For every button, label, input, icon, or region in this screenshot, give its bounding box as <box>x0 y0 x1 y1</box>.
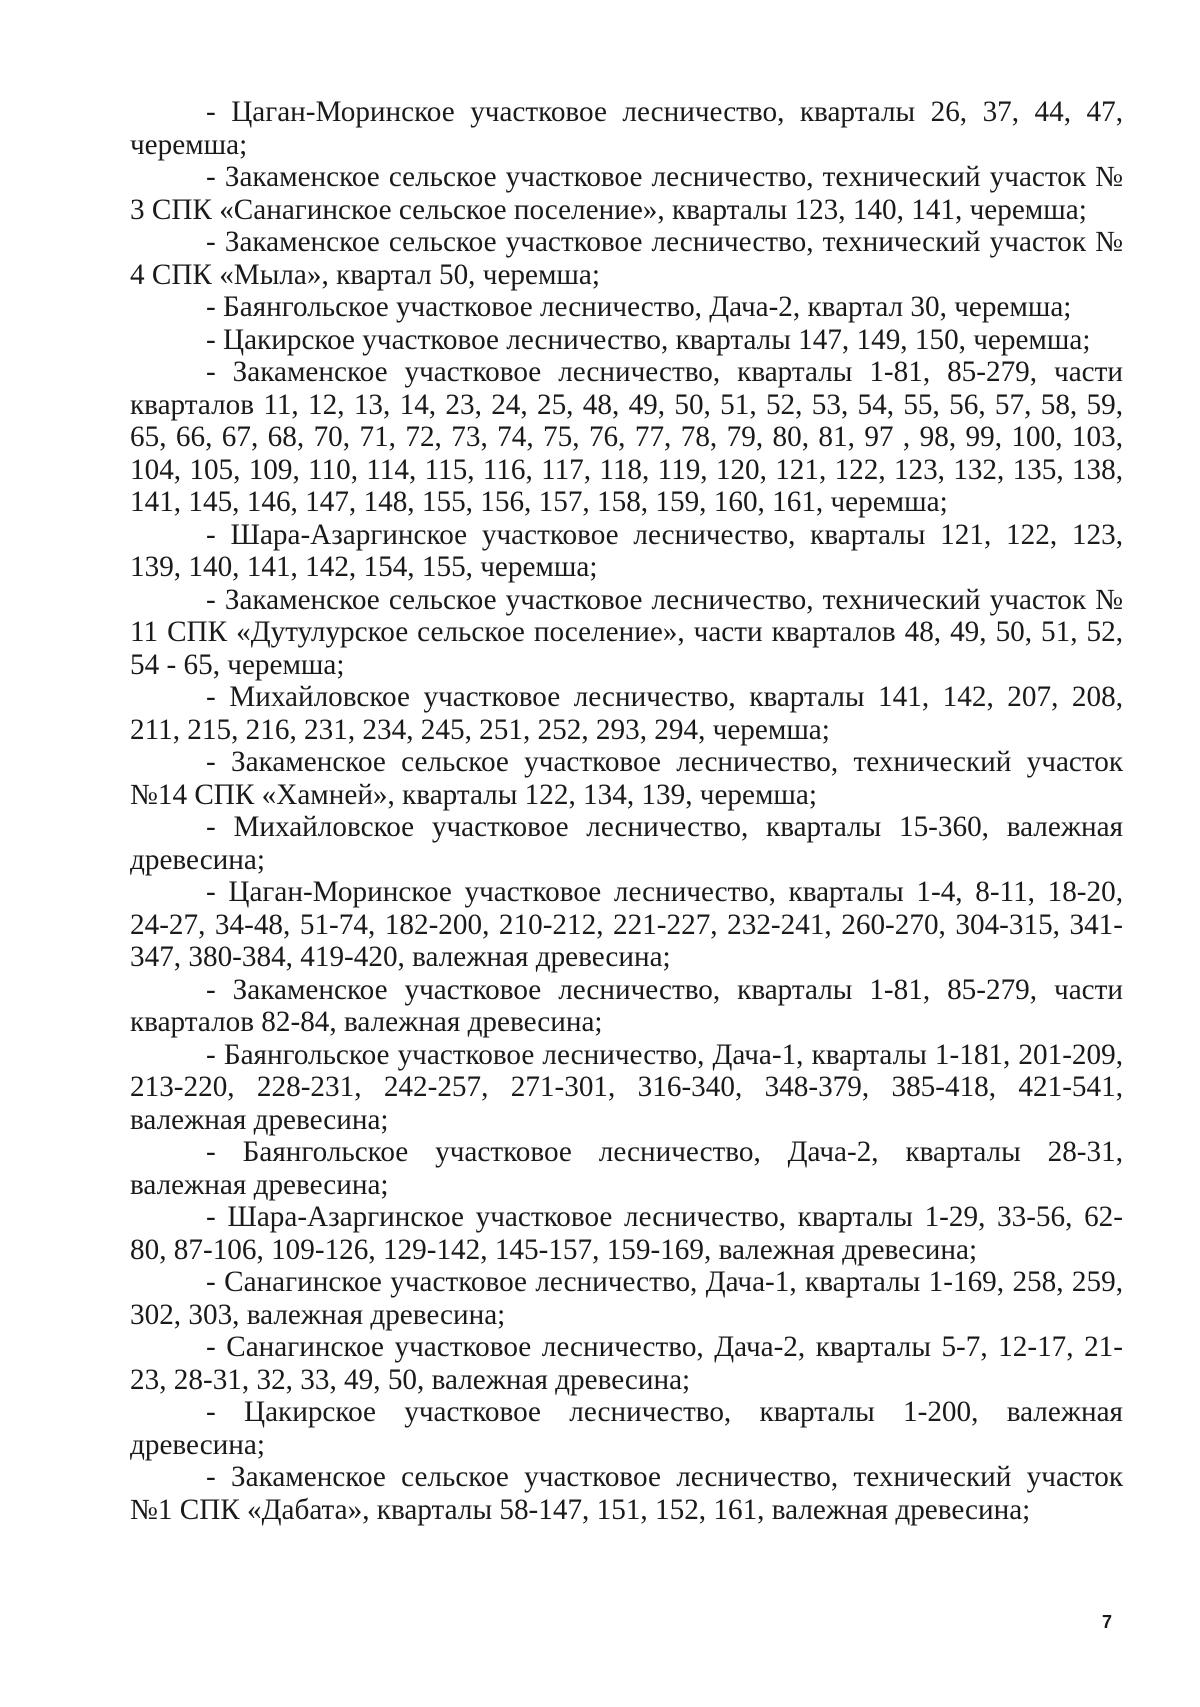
list-item: - Цаган-Моринское участковое лесничество, кварталы 26, 37, 44, 47, черемша; <box>130 96 1123 161</box>
list-item: - Шара-Азаргинское участковое лесничество, кварталы 121, 122, 123, 139, 140, 141, 142, 154, 155, черемша; <box>130 518 1123 583</box>
list-item: - Закаменское сельское участковое лесничество, технический участок № 3 СПК «Санагинское сельское поселение», кварталы 123, 140, 141, черемша; <box>130 161 1123 226</box>
list-item: - Закаменское сельское участковое лесничество, технический участок №1 СПК «Дабата», кварталы 58-147, 151, 152, 161, валежная древесина; <box>130 1461 1123 1526</box>
list-item: - Баянгольское участковое лесничество, Дача-2, кварталы 28-31, валежная древесина; <box>130 1136 1123 1201</box>
list-item: - Закаменское сельское участковое лесничество, технический участок № 11 СПК «Дутулурское сельское поселение», части кварталов 48, 49, 50, 51, 52, 54 - 65, черемша; <box>130 583 1123 681</box>
list-item: - Баянгольское участковое лесничество, Дача-2, квартал 30, черемша; <box>206 291 1072 323</box>
list-item: - Баянгольское участковое лесничество, Дача-1, кварталы 1-181, 201-209, 213-220, 228-231, 242-257, 271-301, 316-340, 348-379, 385-418, 421-541, валежная древесина; <box>130 1038 1123 1136</box>
list-item: - Закаменское участковое лесничество, кварталы 1-81, 85-279, части кварталов 11, 12, 13, 14, 23, 24, 25, 48, 49, 50, 51, 52, 53, 54, 55, 56, 57, 58, 59, 65, 66, 67, 68, 70, 71, 72, 73, 74, 75, 76, 77, 78, 79, 80, 81, 97 , 98, 99, 100, 103, 104, 105, 109, 110, 114, 115, 116, 117, 118, 119, 120, 121, 122, 123, 132, 135, 138, 141, 145, 146, 147, 148, 155, 156, 157, 158, 159, 160, 161, черемша; <box>130 356 1123 518</box>
list-item: - Санагинское участковое лесничество, Дача-2, кварталы 5-7, 12-17, 21-23, 28-31, 32, 33, 49, 50, валежная древесина; <box>130 1331 1123 1396</box>
list-item: - Цакирское участковое лесничество, кварталы 1-200, валежная древесина; <box>130 1396 1123 1461</box>
page-number: 7 <box>1102 1612 1113 1632</box>
body-text <box>130 96 1123 1526</box>
list-item: - Шара-Азаргинское участковое лесничество, кварталы 1-29, 33-56, 62-80, 87-106, 109-126, 129-142, 145-157, 159-169, валежная древесина; <box>130 1201 1123 1266</box>
list-item: - Цаган-Моринское участковое лесничество, кварталы 1-4, 8-11, 18-20, 24-27, 34-48, 51-74, 182-200, 210-212, 221-227, 232-241, 260-270, 304-315, 341-347, 380-384, 419-420, валежная древесина; <box>130 876 1123 973</box>
list-item: - Санагинское участковое лесничество, Дача-1, кварталы 1-169, 258, 259, 302, 303, валежная древесина; <box>130 1266 1123 1331</box>
list-item: - Михайловское участковое лесничество, кварталы 141, 142, 207, 208, 211, 215, 216, 231, 234, 245, 251, 252, 293, 294, черемша; <box>130 681 1123 746</box>
list-item: - Закаменское сельское участковое лесничество, технический участок №14 СПК «Хамней», кварталы 122, 134, 139, черемша; <box>130 746 1123 811</box>
list-item: - Михайловское участковое лесничество, кварталы 15-360, валежная древесина; <box>130 811 1123 876</box>
list-item: - Закаменское участковое лесничество, кварталы 1-81, 85-279, части кварталов 82-84, валежная древесина; <box>130 973 1123 1038</box>
list-item: - Цакирское участковое лесничество, кварталы 147, 149, 150, черемша; <box>206 323 1091 356</box>
list-item: - Закаменское сельское участковое лесничество, технический участок № 4 СПК «Мыла», квартал 50, черемша; <box>130 226 1123 291</box>
